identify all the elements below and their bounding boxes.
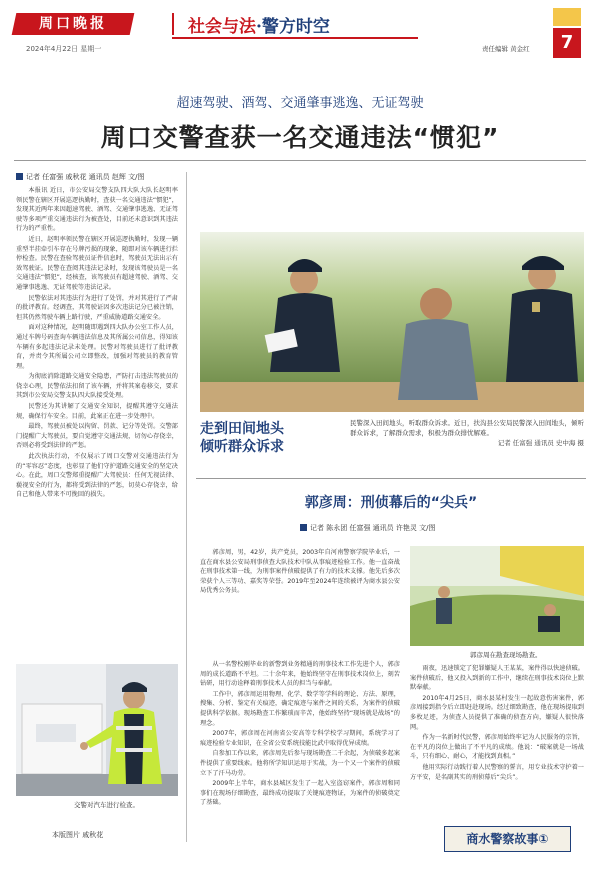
lead-kicker: 超速驾驶、酒驾、交通肇事逃逸、无证驾驶 (176, 96, 424, 111)
field-caption (350, 418, 584, 448)
editor-credit: 责任编辑 黄金红 (482, 45, 530, 53)
feature-paragraph: 从一名警校刚毕业的新警到业务精通的刑事技术工作先进个人，郭彦周的成长道路不平坦。二十余年来，他始终坚守在刑事技术岗位上，刻苦钻研，用行动诠释着刑事技术人员的担当与奉献。 (200, 661, 400, 688)
photo-credit: 本版图片 戚秋花 (52, 831, 104, 839)
lead-paragraph: 民警依法对其违法行为进行了处罚，并对其进行了严肃的批评教育。经调查，其驾驶证因多次违法记分已被注销，但其仍然驾驶车辆上路行驶，严重威胁道路交通安全。 (16, 294, 178, 321)
feature-paragraph: 工作中，郭彦周运用物理、化学、数学等学科的理论、方法、原理，搜集、分析、鉴定有关痕迹，确定痕迹与案件之间的关系，为案件的侦破提供科学依据。现场勘查工作繁琐而辛苦，他始终坚持“现场就是战场”的理念。 (200, 690, 400, 727)
masthead (0, 0, 600, 62)
traffic-police-illustration (16, 664, 178, 796)
column-divider (186, 172, 187, 842)
page-number: 7 (553, 28, 581, 58)
feature-paragraph: 他用实际行动践行着人民警察的誓言，用专业技术守护着一方平安，是名副其实的刑侦幕后“尖兵”。 (410, 763, 584, 781)
feature-paragraph: 2009年上半年，商水县城区发生了一起入室盗窃案件，郭彦周和同事们在现场仔细勘查，最终成功提取了关键痕迹物证，为案件的侦破奠定了基础。 (200, 780, 400, 807)
feature-intro-text: 郭彦周，男，42岁，共产党员，2003年自河南警察学院毕业后，一直在商水县公安局刑事侦查大队技术中队从事痕迹检验工作。他一直奋战在刑事技术第一线，为刑事案件侦破提供了有力的技术支撑。他先后多次荣获个人三等功、嘉奖等荣誉。2019年至2024年连续被评为商水县公安局优秀公务员。 (200, 549, 400, 595)
lead-body (16, 186, 178, 656)
feature-photo-caption: 郭彦周在勘查现场勘查。 (470, 651, 542, 659)
lead-paragraph: 民警还为其讲解了交通安全知识，提醒其遵守交通法规，确保行车安全。目前，此案正在进一步处理中。 (16, 403, 178, 420)
lead-paragraph: 此次执法行动，不仅展示了周口交警对交通违法行为的“零容忍”态度，也彰显了他们守护道路交通安全的坚定决心。在此，周口交警郑重提醒广大驾驶员：任何无视法律、藐视安全的行为，都将受到法律的严惩，切莫心存侥幸，给自己和他人带来不可挽回的损失。 (16, 453, 178, 499)
feature-illustration (410, 546, 584, 646)
lead-paragraph: 最终，驾驶员被处以拘留、罚款、记分等处罚。交警部门提醒广大驾驶员，要自觉遵守交通法规，切勿心存侥幸，否则必将受到法律的严惩。 (16, 423, 178, 450)
feature-paragraph: 2007年，郭彦周在河南省公安高等专科学校学习期间，系统学习了痕迹检验专业知识，在全省公安系统技能比武中取得优异成绩。 (200, 730, 400, 747)
series-badge: 商水警察故事① (444, 826, 571, 852)
section-divider (172, 13, 174, 35)
field-subhead (200, 420, 284, 456)
field-visit-photo (200, 232, 584, 412)
feature-paragraph: 2010年4月25日，商水县某村发生一起故意伤害案件，郭彦周接到指令后立即赶赴现场。经过细致勘查，他在现场提取到多枚足迹，为侦查人员提供了准确的侦查方向，嫌疑人很快落网。 (410, 694, 584, 731)
feature-paragraph: 自参加工作以来，郭彦周先后参与现场勘查二千余起，为侦破多起案件提供了重要线索。他将所学知识运用于实战，为一个又一个案件的侦破立下了汗马功劳。 (200, 750, 400, 777)
feature-photo (410, 546, 584, 646)
feature-rule (196, 478, 586, 479)
lead-headline: 周口交警查获一名交通违法“惯犯” (100, 123, 500, 152)
feature-title: 郭彦周：刑侦幕后的“尖兵” (304, 495, 478, 511)
field-subhead-line: 走到田间地头 (200, 421, 284, 437)
feature-body-right (410, 664, 584, 818)
lead-paragraph: 面对这种情况，赵明随即遇到四大队办公室工作人员，通过车牌号码查询车辆违法信息及其所属公司信息，得知该车辆有多起违法记录未处理。民警对驾驶员进行了批评教育，并责令其所属公司立即整改，加强对驾驶员的教育管理。 (16, 324, 178, 370)
headline-rule (14, 160, 586, 161)
lead-byline: 记者 任富强 戚秋花 通讯员 赵辉 文/图 (16, 172, 144, 182)
field-credit: 记者 任富强 通讯员 史中海 摄 (497, 439, 584, 447)
feature-paragraph: 雨夜，迅速锁定了犯罪嫌疑人王某某，案件得以快速侦破。案件侦破后，他又投入到新的工作中，继续在刑事技术岗位上默默奉献。 (410, 665, 584, 692)
field-caption-text: 民警深入田间地头，听取群众诉求。近日，扶沟县公安局民警深入田间地头，倾听群众诉求，了解群众需求，积极为群众排忧解难。 (350, 419, 584, 437)
feature-intro (200, 548, 400, 652)
issue-date: 2024年4月22日 星期一 (26, 45, 102, 53)
lead-photo-caption: 交警对汽车进行检查。 (74, 801, 139, 809)
feature-body (200, 660, 400, 860)
field-subhead-line: 倾听群众诉求 (200, 439, 284, 455)
feature-byline: 记者 陈永团 任富强 通讯员 许艳灵 文/图 (300, 523, 435, 533)
section-underline (172, 37, 418, 39)
traffic-police-photo (16, 664, 178, 796)
page-number-accent (553, 8, 581, 26)
newspaper-logo: 周口晚报 (12, 13, 135, 35)
lead-paragraph: 近日，赵明率领民警在辖区开展巡逻执勤时，发现一辆重型半挂牵引车存在号牌污损的现象，随即对该车辆进行拦停检查。民警在查验驾驶员证件信息时，驾驶员无法出示有效驾驶证。民警在查阅其违法记录时，发现该驾驶员是一名交通违法“惯犯”，经核查，该驾驶员有超速驾驶、酒驾、交通肇事逃逸、无证驾驶等违法记录。 (16, 235, 178, 291)
field-visit-illustration (200, 232, 584, 412)
section-title: 社会与法·警方时空 (188, 17, 330, 37)
lead-paragraph: 为彻底消除道路交通安全隐患，严防打击违法驾驶员的侥幸心理，民警依法扣留了该车辆，并将其案卷移交，要求其到市公安局交警支队四大队接受处理。 (16, 373, 178, 400)
feature-paragraph: 作为一名新时代民警，郭彦周始终牢记为人民服务的宗旨，在平凡的岗位上做出了不平凡的成绩。他说：“破案就是一场战斗，只有细心、耐心，才能找到真相。” (410, 734, 584, 761)
lead-paragraph: 本报讯 近日，市公安局交警支队四大队大队长赵明率领民警在辖区开展巡逻执勤时，查获一名交通违法“惯犯”，发现其近两年来因超速驾驶、酒驾、交通肇事逃逸、无证驾驶等多项严重交通违法行为被查处，目前还未意识到其违法行为的严重性。 (16, 187, 178, 233)
